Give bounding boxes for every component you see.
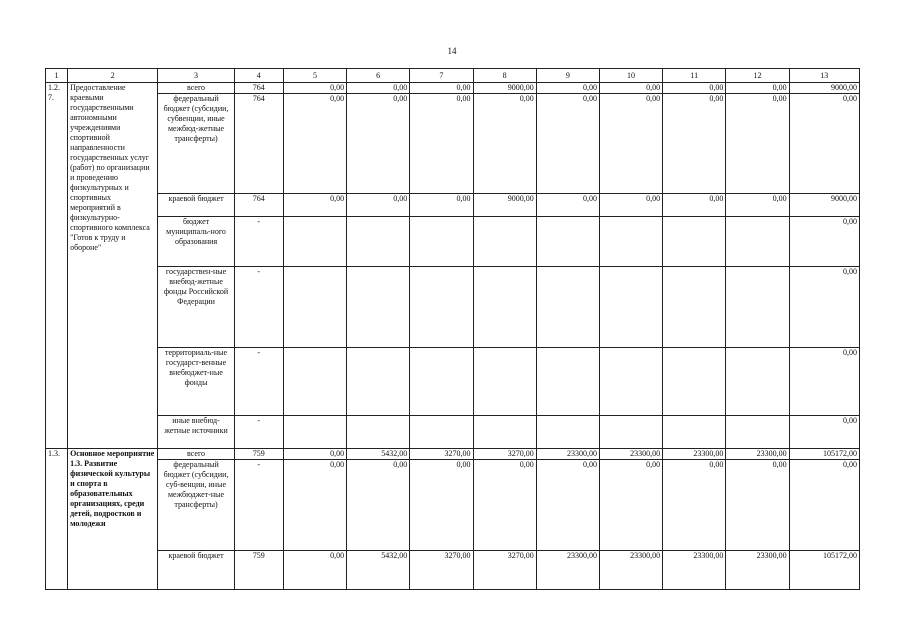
value-cell: 0,00 (789, 267, 859, 348)
value-cell: 0,00 (536, 460, 599, 551)
funding-source: бюджет муниципаль-ного образования (158, 217, 234, 267)
value-cell (663, 217, 726, 267)
table-row (46, 348, 860, 416)
value-cell: 23300,00 (663, 449, 726, 460)
value-cell: 0,00 (410, 460, 473, 551)
value-cell: 0,00 (663, 460, 726, 551)
value-cell (283, 348, 346, 416)
value-cell (347, 416, 410, 449)
value-cell: 9000,00 (789, 194, 859, 217)
column-header-7: 7 (410, 69, 473, 83)
budget-code: 759 (234, 551, 283, 590)
value-cell: 0,00 (599, 194, 662, 217)
column-header-2: 2 (68, 69, 158, 83)
funding-source: государствен-ные внебюд-жетные фонды Российской Федерации (158, 267, 234, 348)
value-cell: 0,00 (283, 551, 346, 590)
funding-source: территориаль-ные государст-венные внебюджет-ные фонды (158, 348, 234, 416)
value-cell: 0,00 (536, 83, 599, 94)
value-cell: 0,00 (789, 416, 859, 449)
value-cell (663, 348, 726, 416)
value-cell: 0,00 (663, 94, 726, 194)
item-name: Предоставление краевыми государственными автономными учреждениями спортивной направленности государственных услуг (работ) по организации и проведению физкультурных и спортивных мероприятий в физкультурно-спортивного комплекса "Готов к труду и обороне" (68, 83, 158, 449)
value-cell (473, 217, 536, 267)
value-cell: 0,00 (663, 83, 726, 94)
value-cell: 3270,00 (473, 449, 536, 460)
value-cell: 0,00 (347, 94, 410, 194)
column-header-8: 8 (473, 69, 536, 83)
column-header-10: 10 (599, 69, 662, 83)
value-cell: 0,00 (726, 194, 789, 217)
item-number: 1.3. (46, 449, 68, 590)
value-cell (536, 217, 599, 267)
value-cell: 0,00 (663, 194, 726, 217)
funding-source: всего (158, 83, 234, 94)
value-cell: 0,00 (599, 460, 662, 551)
value-cell: 0,00 (283, 460, 346, 551)
value-cell: 0,00 (283, 194, 346, 217)
value-cell: 0,00 (789, 348, 859, 416)
value-cell: 23300,00 (599, 551, 662, 590)
value-cell: 23300,00 (599, 449, 662, 460)
value-cell: 0,00 (410, 83, 473, 94)
value-cell (599, 416, 662, 449)
table-row (46, 94, 860, 194)
budget-code: 764 (234, 194, 283, 217)
value-cell (347, 217, 410, 267)
value-cell (473, 267, 536, 348)
funding-source: краевой бюджет (158, 551, 234, 590)
value-cell: 23300,00 (536, 449, 599, 460)
value-cell (726, 267, 789, 348)
table-row (46, 217, 860, 267)
table-row (46, 416, 860, 449)
value-cell: 23300,00 (726, 551, 789, 590)
item-number: 1.2. 7. (46, 83, 68, 449)
value-cell: 9000,00 (473, 194, 536, 217)
table-row (46, 449, 860, 460)
value-cell (536, 348, 599, 416)
value-cell: 0,00 (410, 94, 473, 194)
value-cell: 105172,00 (789, 551, 859, 590)
table-row (46, 194, 860, 217)
value-cell: 0,00 (283, 449, 346, 460)
budget-code: - (234, 416, 283, 449)
value-cell (410, 217, 473, 267)
value-cell (599, 348, 662, 416)
item-name: Основное мероприятие 1.3. Развитие физической культуры и спорта в образовательных организациях, среди детей, подростков и молодежи (68, 449, 158, 590)
funding-source: всего (158, 449, 234, 460)
budget-code: - (234, 460, 283, 551)
column-header-4: 4 (234, 69, 283, 83)
value-cell: 5432,00 (347, 551, 410, 590)
budget-code: - (234, 348, 283, 416)
value-cell (663, 267, 726, 348)
value-cell (536, 416, 599, 449)
header-row (46, 69, 860, 83)
table-row (46, 460, 860, 551)
value-cell (473, 416, 536, 449)
value-cell (283, 416, 346, 449)
value-cell: 0,00 (599, 94, 662, 194)
value-cell: 9000,00 (473, 83, 536, 94)
value-cell: 0,00 (283, 83, 346, 94)
funding-source: федеральный бюджет (субсидии, субвенции, иные межбюд-жетные трансферты) (158, 94, 234, 194)
value-cell (726, 348, 789, 416)
budget-code: 759 (234, 449, 283, 460)
column-header-12: 12 (726, 69, 789, 83)
funding-source: иные внебюд-жетные источники (158, 416, 234, 449)
value-cell: 0,00 (536, 94, 599, 194)
value-cell (536, 267, 599, 348)
value-cell: 0,00 (726, 83, 789, 94)
value-cell: 5432,00 (347, 449, 410, 460)
page-number: 14 (447, 46, 457, 56)
value-cell: 0,00 (347, 194, 410, 217)
column-header-6: 6 (347, 69, 410, 83)
value-cell: 23300,00 (663, 551, 726, 590)
column-header-1: 1 (46, 69, 68, 83)
value-cell: 0,00 (347, 83, 410, 94)
value-cell (599, 217, 662, 267)
value-cell (283, 217, 346, 267)
column-header-9: 9 (536, 69, 599, 83)
budget-code: 764 (234, 94, 283, 194)
value-cell: 23300,00 (536, 551, 599, 590)
value-cell: 0,00 (726, 94, 789, 194)
value-cell: 0,00 (347, 460, 410, 551)
value-cell: 0,00 (410, 194, 473, 217)
value-cell: 0,00 (599, 83, 662, 94)
value-cell: 0,00 (789, 94, 859, 194)
value-cell (410, 348, 473, 416)
value-cell: 23300,00 (726, 449, 789, 460)
value-cell (726, 416, 789, 449)
budget-table (45, 68, 860, 590)
value-cell (410, 416, 473, 449)
value-cell: 0,00 (473, 94, 536, 194)
value-cell (663, 416, 726, 449)
value-cell: 0,00 (283, 94, 346, 194)
value-cell: 3270,00 (410, 551, 473, 590)
funding-source: краевой бюджет (158, 194, 234, 217)
value-cell: 0,00 (789, 217, 859, 267)
value-cell (599, 267, 662, 348)
value-cell: 0,00 (473, 460, 536, 551)
value-cell: 0,00 (726, 460, 789, 551)
budget-code: - (234, 267, 283, 348)
value-cell: 3270,00 (473, 551, 536, 590)
value-cell: 3270,00 (410, 449, 473, 460)
value-cell (347, 267, 410, 348)
table-row (46, 551, 860, 590)
value-cell: 9000,00 (789, 83, 859, 94)
column-header-5: 5 (283, 69, 346, 83)
table-row (46, 83, 860, 94)
table-body (46, 69, 860, 590)
value-cell: 0,00 (536, 194, 599, 217)
column-header-13: 13 (789, 69, 859, 83)
funding-source: федеральный бюджет (субсидии, суб-венции, иные межбюджет-ные трансферты) (158, 460, 234, 551)
value-cell (283, 267, 346, 348)
value-cell (726, 217, 789, 267)
value-cell: 0,00 (789, 460, 859, 551)
column-header-11: 11 (663, 69, 726, 83)
value-cell (473, 348, 536, 416)
column-header-3: 3 (158, 69, 234, 83)
budget-code: - (234, 217, 283, 267)
value-cell (347, 348, 410, 416)
table-row (46, 267, 860, 348)
budget-code: 764 (234, 83, 283, 94)
value-cell (410, 267, 473, 348)
value-cell: 105172,00 (789, 449, 859, 460)
